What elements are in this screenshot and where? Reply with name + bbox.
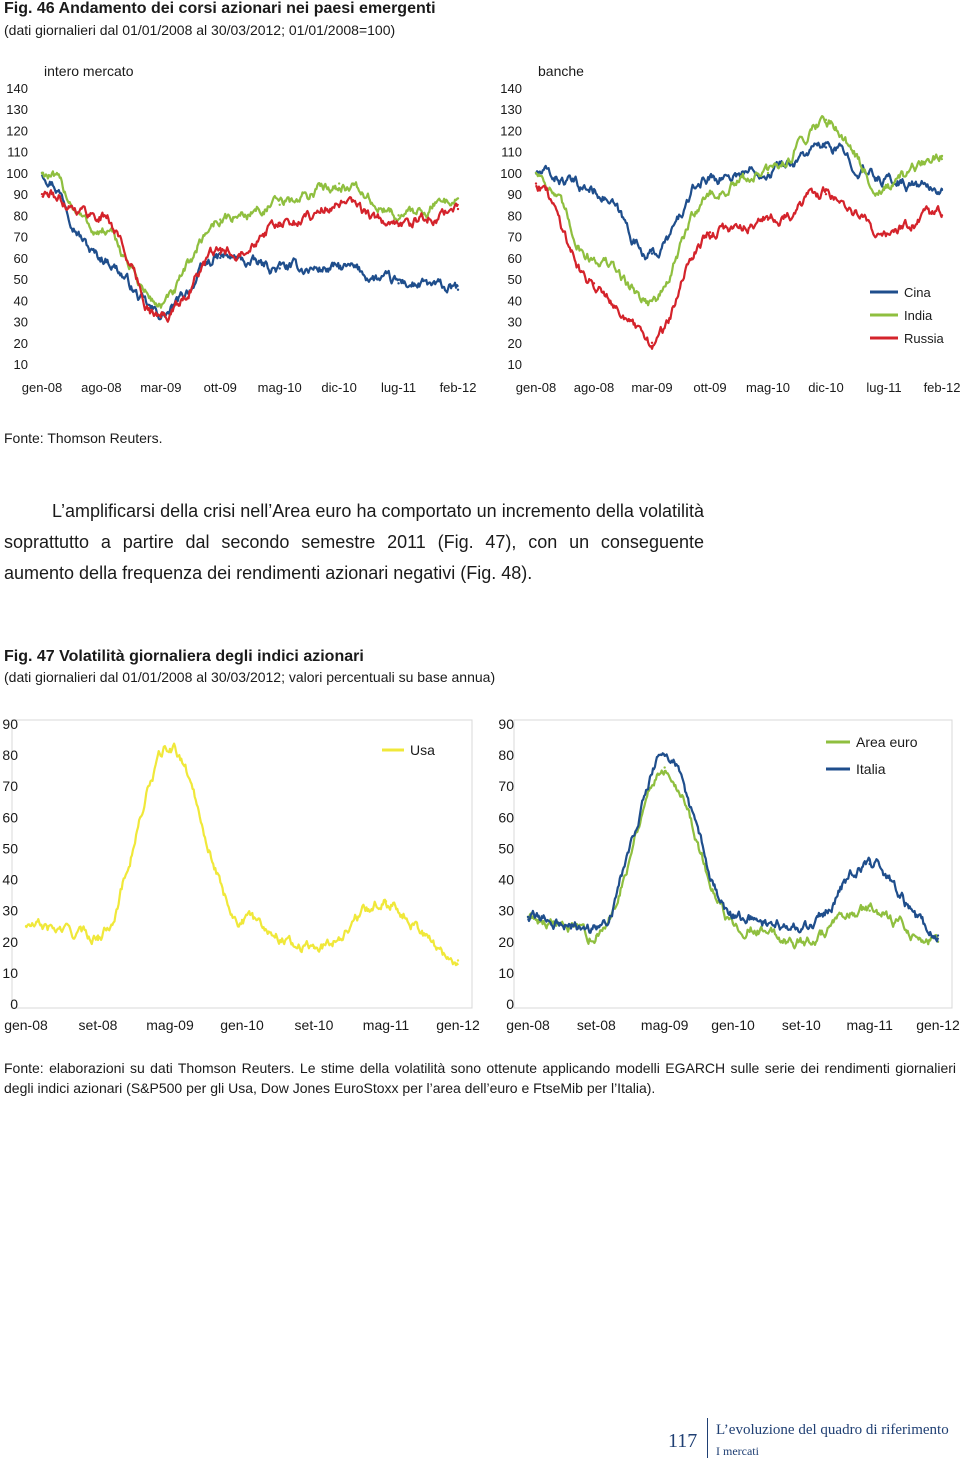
data-point — [663, 754, 665, 756]
fig47-subtitle: (dati giornalieri dal 01/01/2008 al 30/03/2012; valori percentuali su base annua) — [4, 669, 496, 685]
fig47-source: Fonte: elaborazioni su dati Thomson Reuters. Le stime della volatilità sono ottenute applicando modelli EGARCH sulle serie dei rendimenti giornalieri degli indici azionari (S&P500 per gli Usa, Dow Jones EuroStoxx per l’area dell’euro e FtseMib per l’Italia). — [4, 1060, 956, 1096]
x-tick-label: ago-08 — [573, 380, 615, 395]
data-point — [593, 282, 595, 284]
y-tick-label: 30 — [2, 902, 18, 919]
x-tick-label: gen-08 — [4, 1017, 48, 1033]
series-line-india — [536, 116, 942, 305]
series-line-russia — [536, 185, 942, 349]
y-tick-label: 20 — [13, 335, 28, 351]
y-tick-label: 40 — [507, 293, 522, 309]
x-tick-label: mag-09 — [146, 1017, 194, 1033]
data-point — [941, 155, 943, 157]
series-line-usa — [26, 744, 458, 966]
data-point — [457, 959, 459, 961]
x-tick-label: feb-12 — [439, 380, 477, 395]
chart-title: banche — [538, 63, 584, 79]
data-point — [279, 267, 281, 269]
fig47-title: Fig. 47 Volatilità giornaliera degli indici azionari — [4, 648, 364, 665]
data-point — [219, 257, 221, 259]
data-point — [100, 257, 102, 259]
data-point — [732, 922, 734, 924]
y-tick-label: 100 — [500, 165, 522, 181]
y-tick-label: 50 — [498, 840, 514, 857]
y-tick-label: 40 — [13, 293, 28, 309]
x-tick-label: set-08 — [576, 1017, 616, 1033]
y-tick-label: 60 — [498, 809, 514, 826]
data-point — [385, 900, 387, 902]
y-tick-label: 120 — [500, 123, 522, 139]
data-point — [397, 214, 399, 216]
data-point — [457, 197, 459, 199]
footer-subtitle: I mercati — [716, 1444, 759, 1458]
x-tick-label: lug-11 — [866, 380, 902, 395]
x-tick-label: mar-09 — [140, 380, 182, 395]
y-tick-label: 90 — [13, 187, 28, 203]
data-point — [279, 204, 281, 206]
chart-title: intero mercato — [44, 63, 134, 79]
data-point — [941, 214, 943, 216]
chart-usa — [0, 708, 480, 1038]
y-tick-label: 10 — [13, 357, 28, 372]
data-point — [732, 916, 734, 918]
y-tick-label: 100 — [6, 165, 28, 181]
x-tick-label: mag-11 — [846, 1017, 893, 1033]
y-tick-label: 80 — [2, 747, 18, 764]
x-tick-label: mag-10 — [745, 380, 791, 395]
x-tick-label: ago-08 — [81, 380, 122, 395]
x-tick-label: gen-12 — [916, 1017, 960, 1033]
y-tick-label: 130 — [500, 102, 522, 118]
y-tick-label: 110 — [501, 144, 522, 160]
x-tick-label: dic-10 — [808, 380, 844, 395]
data-point — [709, 176, 711, 178]
y-tick-label: 140 — [6, 81, 28, 96]
data-point — [767, 218, 769, 220]
plot-frame — [514, 720, 952, 1008]
y-tick-label: 50 — [507, 272, 522, 288]
data-point — [937, 934, 939, 936]
y-tick-label: 90 — [498, 716, 514, 732]
data-point — [338, 267, 340, 269]
x-tick-label: mag-10 — [257, 380, 302, 395]
x-tick-label: mar-09 — [631, 380, 673, 395]
data-point — [868, 909, 870, 911]
y-tick-label: 50 — [13, 272, 28, 288]
legend-label: Area euro — [856, 734, 918, 750]
y-tick-label: 30 — [498, 902, 514, 919]
y-tick-label: 40 — [498, 871, 514, 888]
data-point — [595, 934, 597, 936]
y-tick-label: 110 — [7, 144, 28, 160]
x-tick-label: mag-09 — [640, 1017, 689, 1033]
body-paragraph-text: L’amplificarsi della crisi nell’Area euro ha comportato un incremento della volatilità soprattutto a partire dal secondo semestre 2011 (Fig. 47), con un conseguente aumento della frequenza dei rendimenti azionari negativi (Fig. 48). — [4, 501, 704, 583]
series-line-russia — [42, 190, 458, 322]
y-tick-label: 30 — [13, 314, 28, 330]
data-point — [651, 299, 653, 301]
fig46-subtitle: (dati giornalieri dal 01/01/2008 al 30/03/2012; 01/01/2008=100) — [4, 22, 396, 38]
x-tick-label: ott-09 — [693, 380, 727, 395]
data-point — [41, 193, 43, 195]
data-point — [100, 231, 102, 233]
y-tick-label: 20 — [498, 933, 514, 950]
legend-label: Cina — [904, 285, 931, 300]
legend-label: Italia — [856, 761, 886, 777]
data-point — [535, 182, 537, 184]
y-tick-label: 10 — [2, 964, 18, 981]
data-point — [535, 172, 537, 174]
fig46-title: Fig. 46 Andamento dei corsi azionari nei paesi emergenti — [4, 0, 436, 17]
data-point — [25, 925, 27, 927]
data-point — [825, 119, 827, 121]
series-line-india — [42, 171, 458, 307]
y-tick-label: 80 — [498, 747, 514, 764]
x-tick-label: gen-10 — [220, 1017, 264, 1033]
y-tick-label: 140 — [500, 81, 522, 96]
data-point — [800, 928, 802, 930]
body-paragraph — [4, 496, 704, 589]
data-point — [595, 928, 597, 930]
y-tick-label: 60 — [13, 250, 28, 266]
data-point — [593, 189, 595, 191]
legend-label: India — [904, 308, 933, 323]
data-point — [313, 947, 315, 949]
data-point — [883, 189, 885, 191]
y-tick-label: 0 — [10, 996, 18, 1012]
data-point — [941, 189, 943, 191]
x-tick-label: gen-10 — [711, 1017, 755, 1033]
y-tick-label: 70 — [2, 778, 18, 795]
data-point — [457, 208, 459, 210]
y-tick-label: 80 — [507, 208, 522, 224]
data-point — [593, 257, 595, 259]
x-tick-label: set-08 — [78, 1017, 118, 1033]
data-point — [241, 919, 243, 921]
data-point — [651, 252, 653, 254]
x-tick-label: mag-11 — [362, 1017, 410, 1033]
data-point — [397, 282, 399, 284]
x-tick-label: feb-12 — [923, 380, 960, 395]
x-tick-label: lug-11 — [380, 380, 417, 395]
plot-frame — [12, 720, 472, 1008]
y-tick-label: 90 — [507, 187, 522, 203]
x-tick-label: gen-08 — [21, 380, 63, 395]
data-point — [883, 178, 885, 180]
data-point — [663, 766, 665, 768]
y-tick-label: 90 — [2, 716, 18, 732]
x-tick-label: gen-12 — [436, 1017, 480, 1033]
data-point — [868, 863, 870, 865]
y-tick-label: 10 — [507, 357, 522, 372]
data-point — [651, 342, 653, 344]
footer-title: L’evoluzione del quadro di riferimento — [716, 1422, 949, 1438]
footer-divider — [707, 1418, 708, 1458]
y-tick-label: 70 — [13, 229, 28, 245]
x-tick-label: ott-09 — [203, 380, 237, 395]
data-point — [800, 941, 802, 943]
y-tick-label: 20 — [2, 933, 18, 950]
y-tick-label: 130 — [6, 102, 28, 118]
legend-label: Russia — [904, 331, 944, 346]
x-tick-label: gen-08 — [515, 380, 557, 395]
legend-label: Usa — [410, 742, 435, 758]
x-tick-label: set-10 — [294, 1017, 334, 1033]
data-point — [219, 252, 221, 254]
data-point — [825, 146, 827, 148]
x-tick-label: set-10 — [781, 1017, 821, 1033]
data-point — [397, 225, 399, 227]
data-point — [97, 934, 99, 936]
fig46-source: Fonte: Thomson Reuters. — [4, 430, 163, 446]
y-tick-label: 50 — [2, 840, 18, 857]
series-line-cina — [536, 142, 942, 259]
x-tick-label: gen-08 — [506, 1017, 550, 1033]
data-point — [169, 748, 171, 750]
y-tick-label: 30 — [507, 314, 522, 330]
data-point — [457, 288, 459, 290]
chart-intero-mercato — [0, 56, 477, 401]
data-point — [767, 172, 769, 174]
data-point — [709, 193, 711, 195]
data-point — [709, 231, 711, 233]
data-point — [527, 916, 529, 918]
data-point — [825, 193, 827, 195]
y-tick-label: 60 — [2, 809, 18, 826]
data-point — [41, 172, 43, 174]
x-tick-label: dic-10 — [321, 380, 357, 395]
y-tick-label: 70 — [507, 229, 522, 245]
y-tick-label: 70 — [498, 778, 514, 795]
data-point — [160, 316, 162, 318]
data-point — [279, 225, 281, 227]
data-point — [100, 214, 102, 216]
y-tick-label: 0 — [506, 996, 514, 1012]
y-tick-label: 60 — [507, 250, 522, 266]
data-point — [160, 303, 162, 305]
y-tick-label: 20 — [507, 335, 522, 351]
data-point — [338, 204, 340, 206]
page-number: 117 — [668, 1430, 698, 1452]
chart-area-euro-italia — [496, 708, 960, 1038]
y-tick-label: 40 — [2, 871, 18, 888]
data-point — [338, 182, 340, 184]
data-point — [883, 231, 885, 233]
data-point — [219, 218, 221, 220]
y-tick-label: 10 — [498, 964, 514, 981]
y-tick-label: 80 — [13, 208, 28, 224]
chart-banche — [490, 56, 960, 401]
y-tick-label: 120 — [6, 123, 28, 139]
